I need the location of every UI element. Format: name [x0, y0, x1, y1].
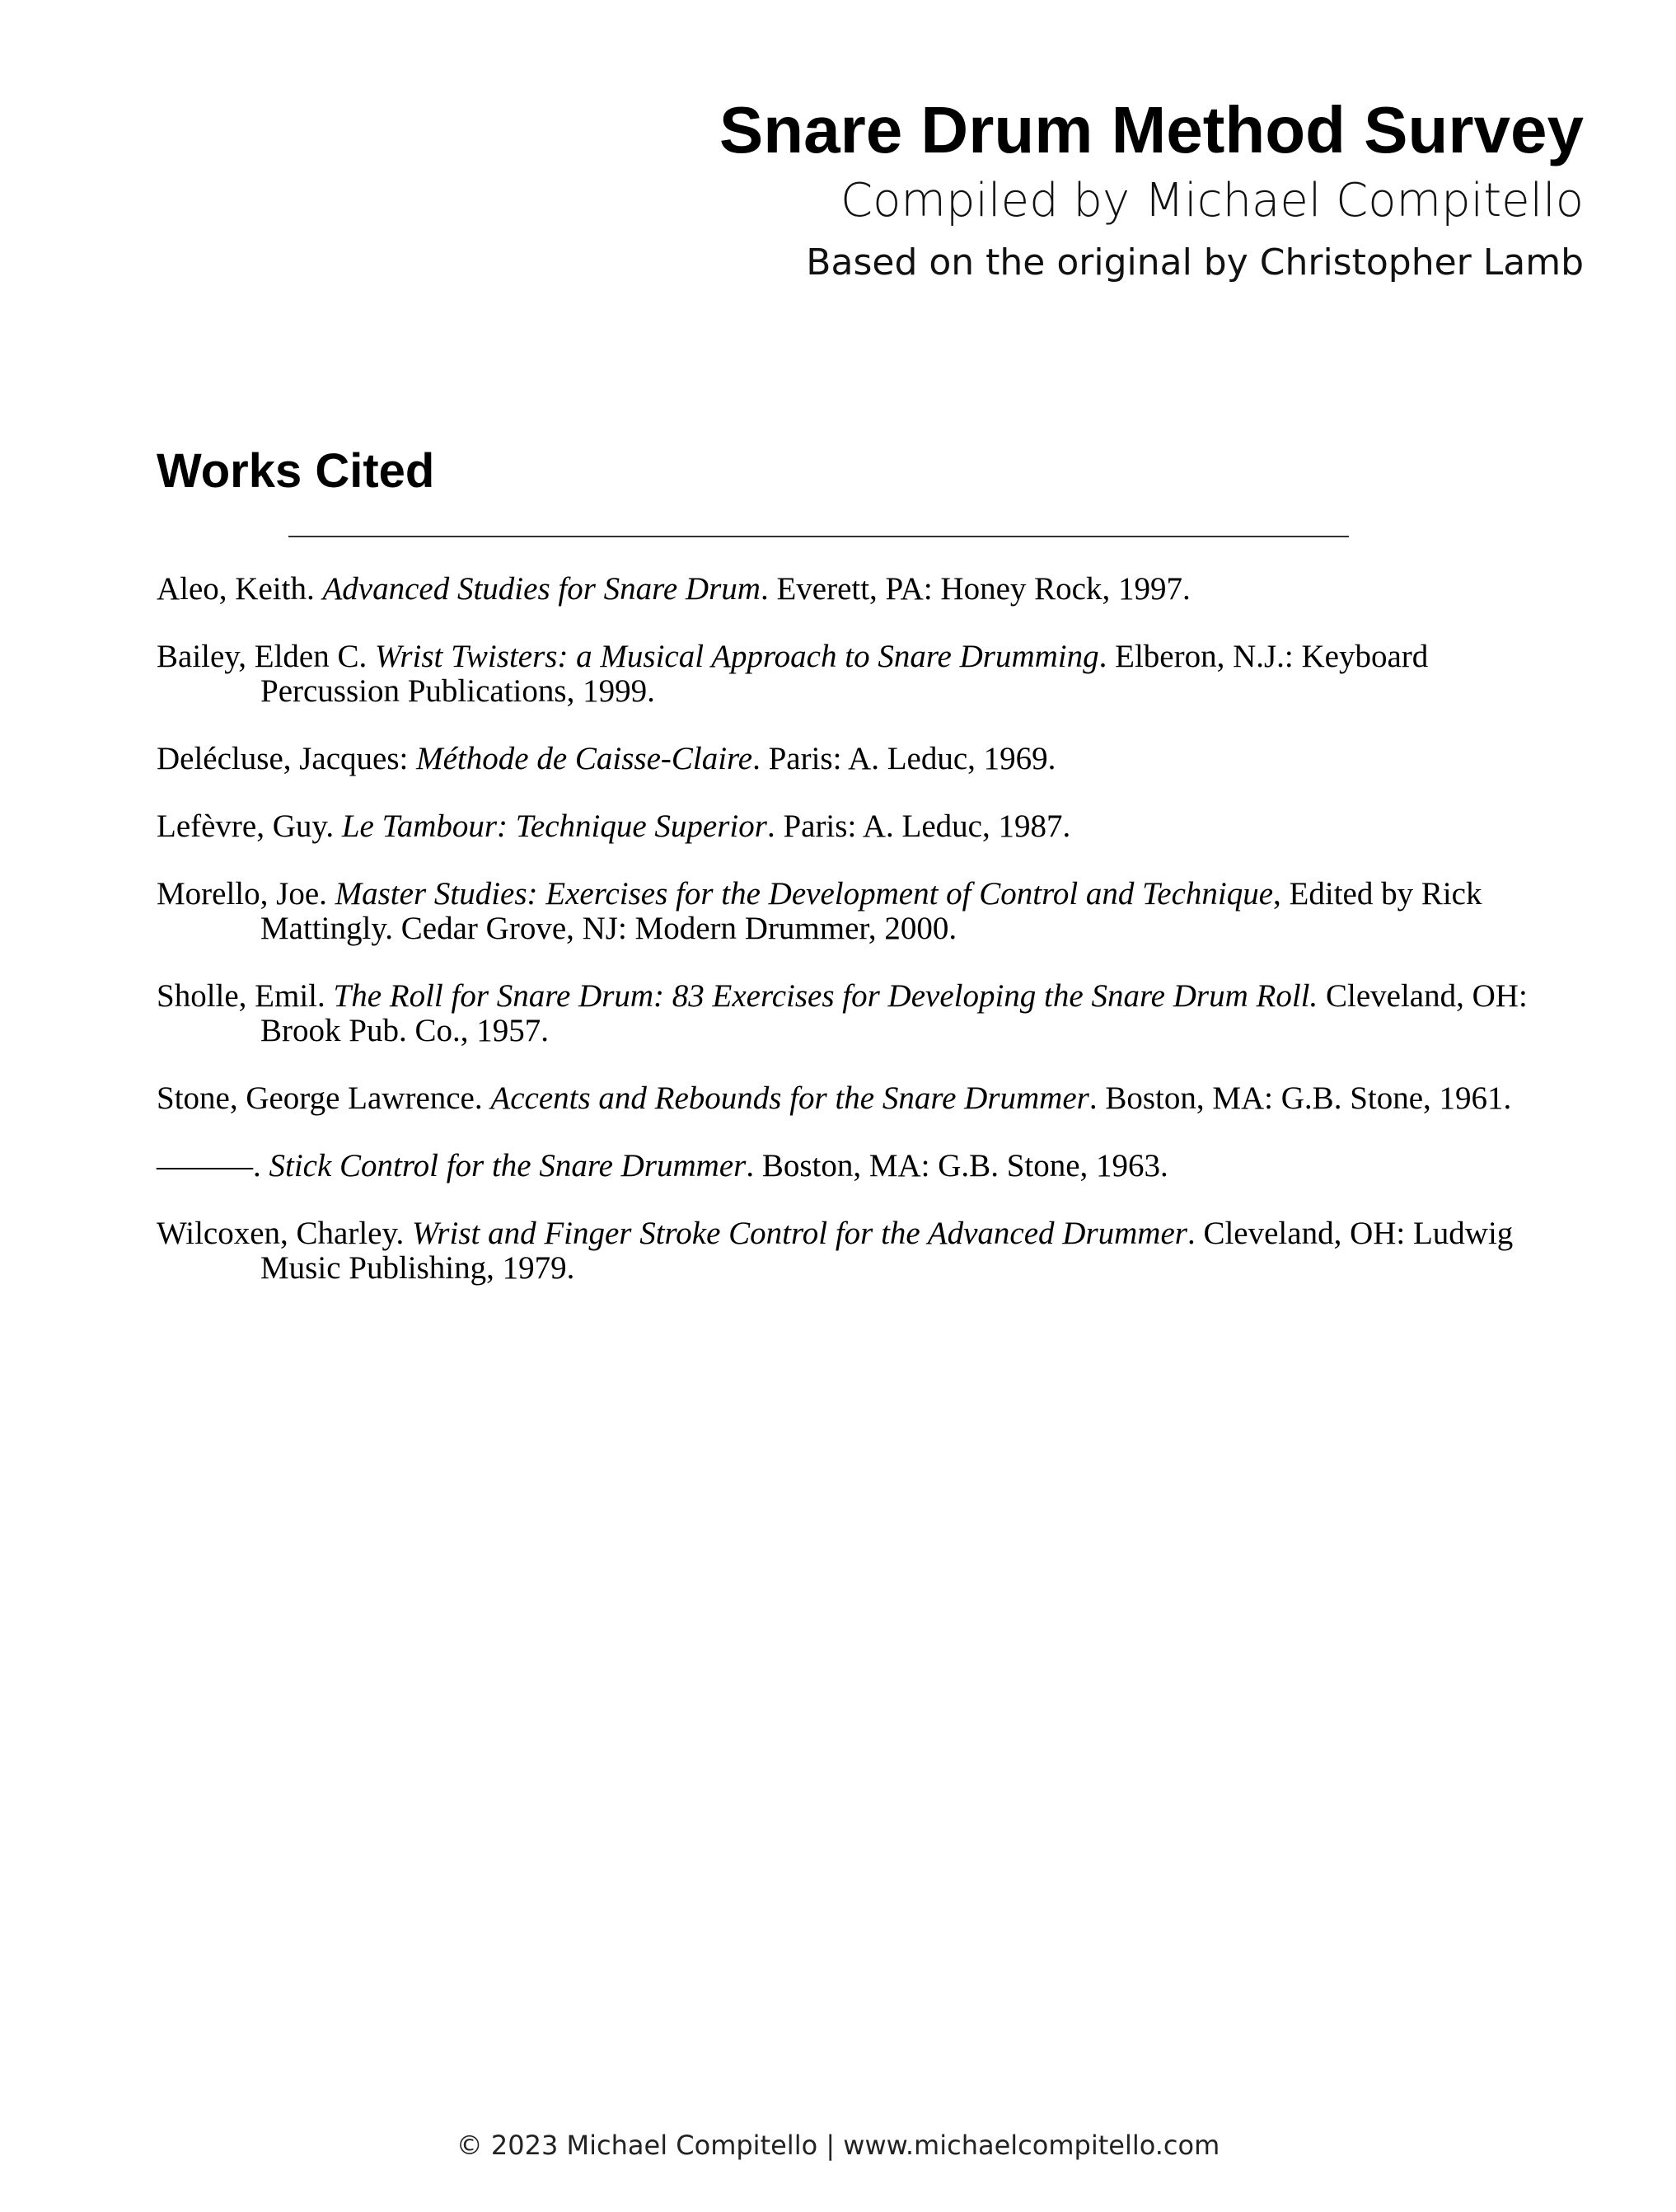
document-subtitle: Compiled by Michael Compitello [840, 174, 1584, 227]
citation-author: Morello, Joe. [157, 876, 327, 912]
citation-publication: . Paris: A. Leduc, 1969. [752, 741, 1056, 776]
section-heading: Works Cited [157, 444, 435, 498]
citation-entry [157, 877, 1557, 946]
citation-author: Lefèvre, Guy. [157, 808, 335, 844]
citation-publication: . Cleveland, OH: Ludwig Music Publishing, 1979. [260, 1216, 1514, 1286]
citation-publication: Cleveland, OH: Brook Pub. Co., 1957. [260, 978, 1528, 1048]
citation-publication: . Everett, PA: Honey Rock, 1997. [760, 571, 1191, 607]
citation-author: Aleo, Keith. [157, 571, 315, 607]
citation-entry [157, 640, 1557, 709]
citation-publication: . Boston, MA: G.B. Stone, 1963. [746, 1148, 1168, 1183]
citation-author: Delécluse, Jacques: [157, 741, 409, 776]
citation-title: Méthode de Caisse-Claire [416, 741, 753, 776]
citation-title: Advanced Studies for Snare Drum [322, 571, 761, 607]
citation-entry [157, 809, 1557, 844]
citation-entry [157, 1081, 1557, 1116]
divider-rule [288, 536, 1349, 537]
works-cited-list [157, 572, 1557, 1319]
citation-title: The Roll for Snare Drum: 83 Exercises for Developing the Snare Drum Roll. [333, 978, 1318, 1014]
citation-author: Stone, George Lawrence. [157, 1080, 483, 1116]
citation-publication: . Boston, MA: G.B. Stone, 1961. [1088, 1080, 1512, 1116]
citation-title: Le Tambour: Technique Superior [341, 808, 767, 844]
citation-publication: . Elberon, N.J.: Keyboard Percussion Publications, 1999. [260, 639, 1429, 709]
citation-author: Bailey, Elden C. [157, 639, 368, 674]
citation-title: Stick Control for the Snare Drummer [269, 1148, 747, 1183]
page-footer: © 2023 Michael Compitello | www.michaelcompitello.com [456, 2130, 1220, 2161]
citation-entry [157, 572, 1557, 607]
citation-title: Master Studies: Exercises for the Development of Control and Technique [335, 876, 1274, 912]
citation-author: ———. [157, 1148, 261, 1183]
citation-publication: , Edited by Rick Mattingly. Cedar Grove, NJ: Modern Drummer, 2000. [260, 876, 1482, 946]
based-on-note: Based on the original by Christopher Lamb [806, 241, 1584, 284]
citation-entry [157, 1149, 1557, 1183]
citation-author: Wilcoxen, Charley. [157, 1216, 405, 1251]
document-title: Snare Drum Method Survey [719, 93, 1584, 166]
citation-publication: . Paris: A. Leduc, 1987. [766, 808, 1071, 844]
citation-author: Sholle, Emil. [157, 978, 325, 1014]
citation-entry [157, 979, 1557, 1048]
citation-title: Wrist Twisters: a Musical Approach to Snare Drumming [375, 639, 1099, 674]
citation-entry [157, 742, 1557, 776]
citation-entry [157, 1216, 1557, 1286]
citation-title: Wrist and Finger Stroke Control for the Advanced Drummer [411, 1216, 1187, 1251]
document-header [719, 92, 1584, 285]
citation-title: Accents and Rebounds for the Snare Drummer [490, 1080, 1089, 1116]
